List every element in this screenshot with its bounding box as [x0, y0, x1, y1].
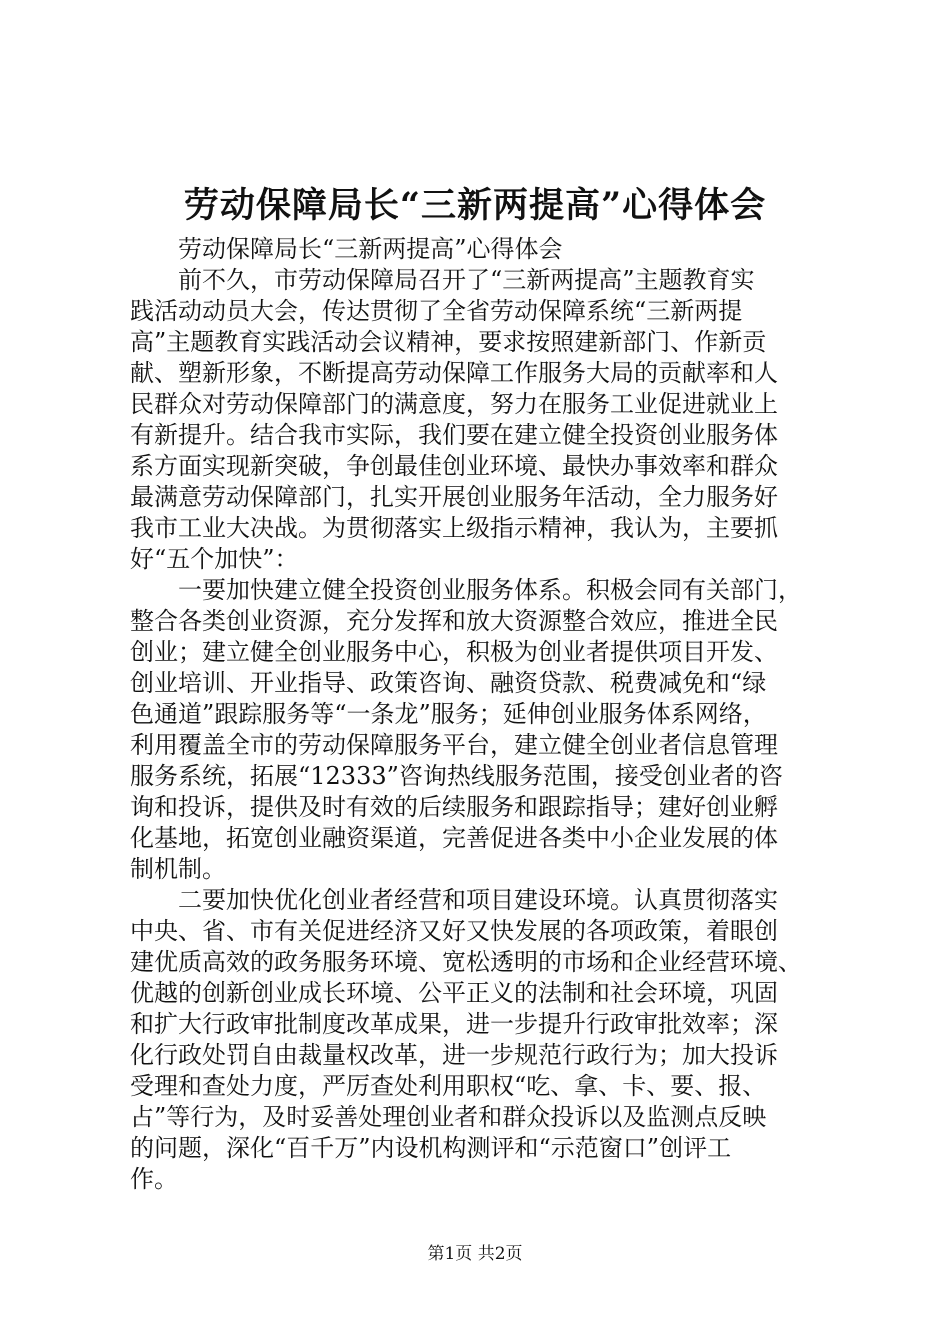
text-line: 有新提升。结合我市实际，我们要在建立健全投资创业服务体 — [130, 421, 778, 449]
text-line: 建优质高效的政务服务环境、宽松透明的市场和企业经营环境、 — [130, 948, 802, 976]
text-line: 献、塑新形象，不断提高劳动保障工作服务大局的贡献率和人 — [130, 359, 778, 387]
text-line: 系方面实现新突破，争创最佳创业环境、最快办事效率和群众 — [130, 452, 778, 480]
text-line: 化基地，拓宽创业融资渠道，完善促进各类中小企业发展的体 — [130, 824, 778, 852]
text-line: 中央、省、市有关促进经济又好又快发展的各项政策，着眼创 — [130, 917, 778, 945]
page-footer: 第1页 共2页 — [427, 1244, 523, 1264]
text-line: 二要加快优化创业者经营和项目建设环境。认真贯彻落实 — [130, 886, 778, 914]
text-line: 最满意劳动保障部门，扎实开展创业服务年活动，全力服务好 — [130, 483, 778, 511]
text-line: 一要加快建立健全投资创业服务体系。积极会同有关部门， — [130, 576, 802, 604]
text-line: 和扩大行政审批制度改革成果，进一步提升行政审批效率；深 — [130, 1010, 778, 1038]
text-line: 询和投诉，提供及时有效的后续服务和跟踪指导；建好创业孵 — [130, 793, 778, 821]
text-line: 作。 — [130, 1165, 178, 1193]
text-line: 占”等行为，及时妥善处理创业者和群众投诉以及监测点反映 — [130, 1103, 767, 1131]
text-line: 的问题，深化“百千万”内设机构测评和“示范窗口”创评工 — [130, 1134, 732, 1162]
text-line: 好“五个加快”： — [130, 545, 299, 573]
text-line: 创业；建立健全创业服务中心，积极为创业者提供项目开发、 — [130, 638, 778, 666]
text-line: 前不久，市劳动保障局召开了“三新两提高”主题教育实 — [130, 266, 755, 294]
text-line: 优越的创新创业成长环境、公平正义的法制和社会环境，巩固 — [130, 979, 778, 1007]
text-line: 践活动动员大会，传达贯彻了全省劳动保障系统“三新两提 — [130, 297, 743, 325]
document-title: 劳动保障局长“三新两提高”心得体会 — [183, 185, 767, 226]
text-line: 我市工业大决战。为贯彻落实上级指示精神，我认为，主要抓 — [130, 514, 778, 542]
text-line: 服务系统，拓展“12333”咨询热线服务范围，接受创业者的咨 — [130, 762, 783, 790]
text-line: 整合各类创业资源，充分发挥和放大资源整合效应，推进全民 — [130, 607, 778, 635]
text-line: 化行政处罚自由裁量权改革，进一步规范行政行为；加大投诉 — [130, 1041, 778, 1069]
text-line: 色通道”跟踪服务等“一条龙”服务；延伸创业服务体系网络， — [130, 700, 767, 728]
text-line: 利用覆盖全市的劳动保障服务平台，建立健全创业者信息管理 — [130, 731, 778, 759]
text-line: 民群众对劳动保障部门的满意度，努力在服务工业促进就业上 — [130, 390, 778, 418]
text-line: 创业培训、开业指导、政策咨询、融资贷款、税费减免和“绿 — [130, 669, 767, 697]
text-line: 制机制。 — [130, 855, 226, 883]
text-line: 劳动保障局长“三新两提高”心得体会 — [130, 235, 563, 263]
text-line: 受理和查处力度，严厉查处利用职权“吃、拿、卡、要、报、 — [130, 1072, 767, 1100]
document-body — [130, 234, 830, 1195]
text-line: 高”主题教育实践活动会议精神，要求按照建新部门、作新贡 — [130, 328, 767, 356]
